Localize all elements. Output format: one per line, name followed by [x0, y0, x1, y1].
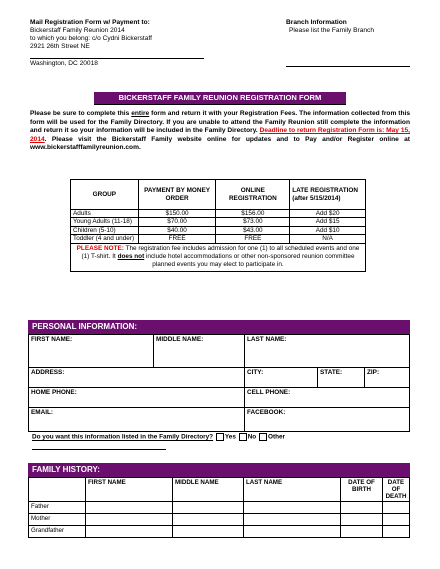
- form-title: BICKERSTAFF FAMILY REUNION REGISTRATION FORM: [94, 92, 346, 105]
- yes-label: Yes: [224, 433, 236, 441]
- family-dod-cell[interactable]: [383, 526, 410, 538]
- fee-table: [70, 179, 366, 272]
- family-dod-cell[interactable]: [383, 514, 410, 526]
- branch-note: Please list the Family Branch: [289, 27, 375, 34]
- fee-late: Add $20: [290, 210, 366, 218]
- other-answer-line: [32, 449, 166, 450]
- family-first-name-cell[interactable]: [86, 526, 173, 538]
- family-history-table: [28, 477, 410, 538]
- deadline-text: Deadline to return Registration Form is: May 15, 2014: [30, 127, 410, 143]
- fee-header-late: LATE REGISTRATION (after 5/15/2014): [290, 180, 366, 210]
- fee-row: [71, 226, 366, 234]
- fee-group: Adults: [71, 210, 139, 218]
- family-row-mother: [29, 514, 410, 526]
- family-middle-name-cell[interactable]: [173, 526, 244, 538]
- yes-checkbox[interactable]: [216, 433, 224, 441]
- branch-line: [286, 66, 410, 67]
- family-relation: Mother: [29, 514, 86, 526]
- fee-money-order: $150.00: [138, 210, 216, 218]
- family-header-first: FIRST NAME: [86, 478, 173, 502]
- cell-phone-field[interactable]: [245, 388, 410, 408]
- address-label: ADDRESS:: [31, 369, 65, 376]
- city-field[interactable]: [245, 368, 318, 388]
- first-name-label: FIRST NAME:: [31, 336, 73, 343]
- fee-late: Add $15: [290, 218, 366, 226]
- fee-online: $43.00: [216, 226, 290, 234]
- state-field[interactable]: [318, 368, 365, 388]
- email-row: [29, 408, 410, 432]
- personal-info-grid: [28, 334, 410, 432]
- fee-row: [71, 218, 366, 226]
- fee-row: [71, 210, 366, 218]
- other-label: Other: [268, 433, 286, 441]
- address-row: [29, 368, 410, 388]
- family-last-name-cell[interactable]: [244, 514, 341, 526]
- no-label: No: [247, 433, 257, 441]
- family-header-last: LAST NAME: [244, 478, 341, 502]
- fee-header-row: [71, 180, 366, 210]
- facebook-field[interactable]: [245, 408, 410, 432]
- state-label: STATE:: [320, 369, 343, 376]
- fee-group: Children (5-10): [71, 226, 139, 234]
- branch-title: Branch Information: [286, 19, 347, 26]
- family-dob-cell[interactable]: [341, 514, 383, 526]
- phone-row: [29, 388, 410, 408]
- email-label: EMAIL:: [31, 409, 54, 416]
- intro-entire: entire: [131, 110, 150, 117]
- fee-row: [71, 235, 366, 243]
- fee-group: Young Adults (11-18): [71, 218, 139, 226]
- family-dob-cell[interactable]: [341, 526, 383, 538]
- fee-note-not: does not: [117, 253, 145, 261]
- zip-label: ZIP:: [367, 369, 380, 376]
- intro-text-2: form and return it with your Registration Fees. The information collected from this form will be used for the Family Directory. If you are unable to attend the Family Reunion still complete the information and return it so your information will be included in the Family Directory.: [30, 110, 410, 135]
- mail-city: Washington, DC 20018: [30, 60, 98, 67]
- mail-line-3: 2921 26th Street NE: [30, 43, 90, 50]
- facebook-label: FACEBOOK:: [247, 409, 286, 416]
- intro-paragraph: [30, 110, 410, 153]
- family-relation: Grandfather: [29, 526, 86, 538]
- family-dob-cell[interactable]: [341, 502, 383, 514]
- home-phone-field[interactable]: [29, 388, 245, 408]
- family-relation: Father: [29, 502, 86, 514]
- family-middle-name-cell[interactable]: [173, 514, 244, 526]
- fee-online: FREE: [216, 235, 290, 243]
- last-name-field[interactable]: [245, 335, 410, 368]
- home-phone-label: HOME PHONE:: [31, 389, 77, 396]
- first-name-field[interactable]: [29, 335, 154, 368]
- fee-late: Add $10: [290, 226, 366, 234]
- family-last-name-cell[interactable]: [244, 526, 341, 538]
- middle-name-field[interactable]: [154, 335, 245, 368]
- fee-header-online: ONLINE REGISTRATION: [216, 180, 290, 210]
- family-header-middle: MIDDLE NAME: [173, 478, 244, 502]
- family-header-row: [29, 478, 410, 502]
- name-row: [29, 335, 410, 368]
- fee-money-order: FREE: [138, 235, 216, 243]
- family-first-name-cell[interactable]: [86, 514, 173, 526]
- other-checkbox[interactable]: [259, 433, 267, 441]
- intro-text-3: . Please visit the Bickerstaff Family website online for updates and to Pay and/or Register online at www.bickerstafffamilyreunion.com.: [30, 135, 410, 152]
- no-checkbox[interactable]: [239, 433, 247, 441]
- fee-note: [71, 243, 366, 271]
- family-row-father: [29, 502, 410, 514]
- cell-phone-label: CELL PHONE:: [247, 389, 291, 396]
- family-header-dod: DATE OF DEATH: [383, 478, 410, 502]
- fee-money-order: $40.00: [138, 226, 216, 234]
- fee-header-money-order: PAYMENT BY MONEY ORDER: [138, 180, 216, 210]
- mail-line-2: to which you belong: c/o Cydni Bickerstaff: [30, 35, 152, 42]
- fee-note-text-b: include hotel accommodations or other non-sponsored reunion committee planned events you may elect to participate in.: [144, 253, 355, 269]
- fee-note-label: PLEASE NOTE:: [76, 244, 124, 252]
- family-dod-cell[interactable]: [383, 502, 410, 514]
- address-line: [30, 58, 204, 59]
- personal-info-header: PERSONAL INFORMATION:: [28, 320, 410, 334]
- family-history-header: FAMILY HISTORY:: [28, 463, 410, 477]
- fee-header-group: GROUP: [71, 180, 139, 210]
- fee-group: Toddler (4 and under): [71, 235, 139, 243]
- intro-text-1: Please be sure to complete this: [30, 110, 132, 117]
- fee-money-order: $70.00: [138, 218, 216, 226]
- fee-online: $73.00: [216, 218, 290, 226]
- fee-online: $156.00: [216, 210, 290, 218]
- family-last-name-cell[interactable]: [244, 502, 341, 514]
- family-header-dob: DATE OF BIRTH: [341, 478, 383, 502]
- email-field[interactable]: [29, 408, 245, 432]
- mail-title: Mail Registration Form w/ Payment to:: [30, 19, 150, 26]
- city-label: CITY:: [247, 369, 264, 376]
- directory-question: Do you want this information listed in the Family Directory?: [32, 433, 214, 441]
- last-name-label: LAST NAME:: [247, 336, 287, 343]
- mail-line-1: Bickerstaff Family Reunion 2014: [30, 27, 125, 34]
- middle-name-label: MIDDLE NAME:: [156, 336, 204, 343]
- directory-question-row: [32, 433, 285, 442]
- fee-late: N/A: [290, 235, 366, 243]
- zip-field[interactable]: [365, 368, 410, 388]
- family-row-grandfather: [29, 526, 410, 538]
- address-field[interactable]: [29, 368, 245, 388]
- family-middle-name-cell[interactable]: [173, 502, 244, 514]
- fee-note-row: [71, 243, 366, 271]
- family-first-name-cell[interactable]: [86, 502, 173, 514]
- family-header-relation: [29, 478, 86, 502]
- fee-note-text-a: The registration fee includes admission for one (1) to all scheduled events and one (1) T-shirt. It: [81, 244, 360, 261]
